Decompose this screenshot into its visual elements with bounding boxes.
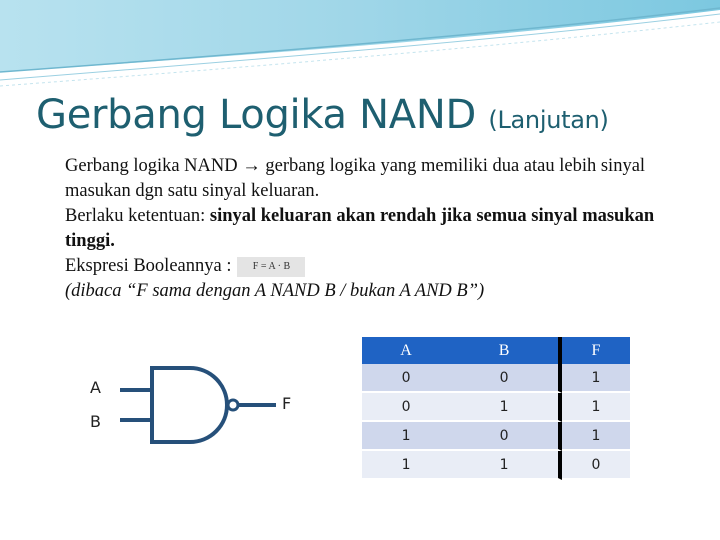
header-a: A — [362, 337, 450, 364]
content-text — [65, 154, 695, 304]
definition-text: Gerbang logika NAND → gerbang logika yang memiliki dua atau lebih sinyal masukan dgn satu sinyal keluaran. — [65, 156, 646, 201]
gate-output-label: F — [282, 394, 292, 413]
cell-b: 0 — [450, 364, 562, 393]
table-row — [362, 364, 630, 393]
cell-a: 0 — [362, 364, 450, 393]
page-title — [36, 92, 609, 138]
title-sub: (Lanjutan) — [488, 106, 609, 134]
truth-table — [362, 337, 630, 480]
boolean-formula-image: F = A · B — [237, 257, 305, 277]
header-f: F — [562, 337, 630, 364]
cell-f: 1 — [562, 422, 630, 451]
rule-prefix: Berlaku ketentuan: — [65, 206, 210, 226]
table-row — [362, 451, 630, 480]
header-b: B — [450, 337, 562, 364]
truth-table-header — [362, 337, 630, 364]
cell-b: 0 — [450, 422, 562, 451]
cell-a: 1 — [362, 422, 450, 451]
title-main: Gerbang Logika NAND — [36, 92, 476, 138]
expression-line — [65, 254, 695, 279]
gate-input-b-label: B — [90, 412, 101, 431]
cell-b: 1 — [450, 393, 562, 422]
cell-a: 1 — [362, 451, 450, 480]
rule-bold: sinyal keluaran akan rendah jika semua sinyal masukan tinggi. — [65, 206, 655, 251]
cell-f: 1 — [562, 364, 630, 393]
table-row — [362, 422, 630, 451]
decorative-banner — [0, 0, 720, 90]
reading-note: (dibaca “F sama dengan A NAND B / bukan A AND B”) — [65, 281, 485, 301]
gate-input-a-label: A — [90, 378, 101, 397]
table-row — [362, 393, 630, 422]
nand-gate-diagram — [80, 360, 320, 450]
cell-b: 1 — [450, 451, 562, 480]
cell-a: 0 — [362, 393, 450, 422]
cell-f: 1 — [562, 393, 630, 422]
cell-f: 0 — [562, 451, 630, 480]
rule-text — [65, 204, 695, 254]
expression-label: Ekspresi Booleannya : — [65, 256, 232, 276]
